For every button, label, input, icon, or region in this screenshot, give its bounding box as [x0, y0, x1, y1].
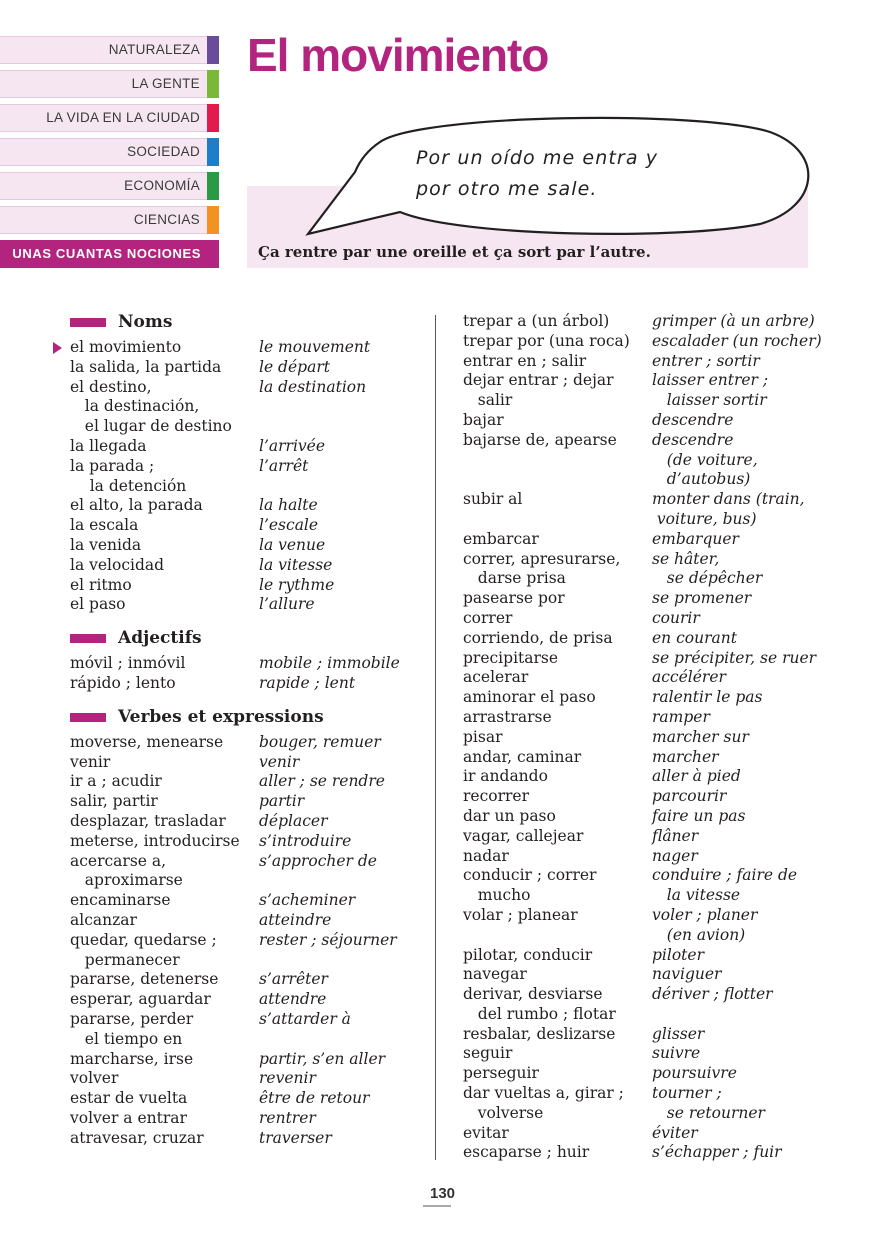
spanish-term: correr — [463, 608, 513, 627]
french-term: embarquer — [652, 529, 739, 548]
menu-color-tab — [207, 206, 219, 234]
vocab-row — [463, 609, 863, 629]
menu-item-label: ECONOMÍA — [124, 178, 200, 193]
vocab-row — [53, 812, 428, 832]
vocab-row — [53, 437, 428, 457]
vocab-row — [53, 891, 428, 911]
french-term: glisser — [652, 1024, 705, 1043]
vocab-row — [53, 378, 428, 398]
vocab-row — [53, 832, 428, 852]
vocab-row — [463, 629, 863, 649]
spanish-term: conducir ; correr — [463, 866, 597, 885]
vocab-row — [53, 1089, 428, 1109]
french-term: l’escale — [259, 516, 319, 535]
section-heading-noms — [53, 312, 428, 333]
french-term: (de voiture, — [652, 450, 758, 469]
french-term: voiture, bus) — [652, 509, 757, 528]
french-term: poursuivre — [652, 1064, 737, 1083]
right-column — [463, 312, 863, 1163]
vocab-row — [463, 946, 863, 966]
vocab-row — [463, 847, 863, 867]
section-heading-verbes — [53, 707, 428, 728]
french-term: tourner ; — [652, 1084, 722, 1103]
vocab-row — [53, 496, 428, 516]
vocab-row — [463, 748, 863, 768]
vocab-row — [463, 1044, 863, 1064]
french-term: être de retour — [259, 1089, 370, 1108]
spanish-term: ir andando — [463, 767, 548, 786]
vocab-row — [463, 1104, 863, 1124]
spanish-term: andar, caminar — [463, 747, 582, 766]
vocab-row — [53, 397, 428, 417]
french-term: flâner — [652, 826, 699, 845]
french-term: bouger, remuer — [259, 732, 381, 751]
spanish-term: quedar, quedarse ; — [70, 930, 217, 949]
french-term: s’acheminer — [259, 891, 356, 910]
french-term: l’allure — [259, 595, 315, 614]
vocab-row — [53, 536, 428, 556]
spanish-term: nadar — [463, 846, 509, 865]
vocab-row — [463, 470, 863, 490]
spanish-term: subir al — [463, 490, 523, 509]
spanish-term: volver — [70, 1069, 119, 1088]
spanish-term: entrar en ; salir — [463, 351, 587, 370]
french-term: le rythme — [259, 575, 335, 594]
spanish-term: alcanzar — [70, 910, 137, 929]
spanish-term: el destino, — [70, 377, 152, 396]
menu-item-label: UNAS CUANTAS NOCIONES — [12, 246, 201, 261]
spanish-term: trepar a (un árbol) — [463, 312, 610, 330]
french-term: ramper — [652, 707, 710, 726]
vocab-row — [463, 451, 863, 471]
section-title: Adjectifs — [118, 628, 202, 649]
french-term: s’attarder à — [259, 1009, 351, 1028]
vocab-row — [463, 1084, 863, 1104]
spanish-term: la parada ; — [70, 456, 155, 475]
spanish-term: encaminarse — [70, 891, 171, 910]
vocab-row — [463, 352, 863, 372]
noms-list — [53, 338, 428, 615]
vocab-row — [463, 332, 863, 352]
vocab-row — [463, 649, 863, 669]
heading-bar-icon — [70, 713, 106, 722]
spanish-term: ir a ; acudir — [70, 772, 162, 791]
vocab-row — [463, 708, 863, 728]
menu-item-sociedad[interactable] — [0, 138, 219, 166]
spanish-term: evitar — [463, 1123, 509, 1142]
menu-color-tab — [207, 172, 219, 200]
spanish-term: aproximarse — [70, 871, 183, 890]
french-term: suivre — [652, 1044, 701, 1063]
spanish-term — [463, 926, 652, 946]
menu-item-unas-cuantas-nociones[interactable] — [0, 240, 219, 268]
french-term: parcourir — [652, 787, 727, 806]
section-heading-adjectifs — [53, 628, 428, 649]
vocab-row — [463, 866, 863, 886]
menu-item-label: LA VIDA EN LA CIUDAD — [46, 110, 200, 125]
spanish-term: el paso — [70, 595, 126, 614]
french-term: se promener — [652, 589, 752, 608]
vocab-row — [463, 787, 863, 807]
verbes-list — [53, 733, 428, 1149]
vocab-row — [463, 906, 863, 926]
french-term: ralentir le pas — [652, 688, 763, 707]
spanish-term: pilotar, conducir — [463, 945, 593, 964]
french-term: s’échapper ; fuir — [652, 1143, 782, 1162]
french-term: le mouvement — [259, 338, 371, 356]
french-term: partir, s’en aller — [259, 1049, 386, 1068]
vocab-row — [463, 807, 863, 827]
vocab-row — [463, 371, 863, 391]
vocab-row — [53, 970, 428, 990]
spanish-term: pisar — [463, 727, 503, 746]
vocab-row — [53, 733, 428, 753]
menu-color-tab — [207, 138, 219, 166]
spanish-term: escaparse ; huir — [463, 1143, 590, 1162]
spanish-term: embarcar — [463, 529, 539, 548]
saying-line-1: Por un oído me entra y — [416, 147, 659, 169]
vocab-row — [53, 417, 428, 437]
french-term: monter dans (train, — [652, 490, 805, 509]
french-term: accélérer — [652, 668, 726, 687]
spanish-saying — [416, 143, 736, 205]
spanish-term: trepar por (una roca) — [463, 331, 630, 350]
french-term: rester ; séjourner — [259, 930, 397, 949]
vocab-row — [463, 569, 863, 589]
french-term: escalader (un rocher) — [652, 331, 822, 350]
french-term: traverser — [259, 1128, 332, 1147]
vocab-row — [53, 595, 428, 615]
spanish-term: seguir — [463, 1044, 513, 1063]
vocab-row — [53, 951, 428, 971]
french-term: l’arrêt — [259, 456, 309, 475]
vocab-row — [53, 1050, 428, 1070]
spanish-term: corriendo, de prisa — [463, 628, 613, 647]
spanish-term: esperar, aguardar — [70, 990, 211, 1009]
spanish-term: aminorar el paso — [463, 688, 596, 707]
spanish-term: móvil ; inmóvil — [70, 654, 186, 673]
french-term: marcher — [652, 747, 719, 766]
heading-bar-icon — [70, 634, 106, 643]
vocab-row — [53, 1129, 428, 1149]
verbes-list-continued — [463, 312, 863, 1163]
section-title: Noms — [118, 312, 173, 332]
french-term: dériver ; flotter — [652, 985, 773, 1004]
french-term: se retourner — [652, 1103, 765, 1122]
spanish-term: acercarse a, — [70, 851, 167, 870]
spanish-term: arrastrarse — [463, 707, 552, 726]
menu-item-label: NATURALEZA — [108, 42, 200, 57]
spanish-term: permanecer — [70, 950, 180, 969]
vocab-row — [53, 871, 428, 891]
spanish-term: desplazar, trasladar — [70, 811, 226, 830]
column-divider — [435, 315, 436, 1160]
spanish-term: meterse, introducirse — [70, 831, 240, 850]
french-term: se hâter, — [652, 549, 720, 568]
vocab-row — [463, 668, 863, 688]
vocab-row — [463, 1064, 863, 1084]
french-term: s’introduire — [259, 831, 352, 850]
french-term: revenir — [259, 1069, 316, 1088]
menu-item-label: LA GENTE — [131, 76, 200, 91]
page-title: El movimiento — [247, 29, 549, 81]
spanish-term: la llegada — [70, 436, 147, 455]
vocab-row — [463, 886, 863, 906]
menu-color-tab — [207, 104, 219, 132]
vocab-row — [463, 391, 863, 411]
vocab-row — [53, 674, 428, 694]
spanish-term: la velocidad — [70, 555, 165, 574]
spanish-term: darse prisa — [463, 569, 566, 588]
menu-item-label: CIENCIAS — [133, 212, 200, 227]
french-term: se dépêcher — [652, 569, 763, 588]
adjectifs-list — [53, 654, 428, 694]
french-term: attendre — [259, 990, 327, 1009]
vocab-row — [463, 1143, 863, 1163]
vocab-row — [53, 753, 428, 773]
vocab-row — [463, 490, 863, 510]
spanish-term: dar vueltas a, girar ; — [463, 1084, 624, 1103]
spanish-term: del rumbo ; flotar — [463, 1004, 616, 1023]
vocab-row — [53, 772, 428, 792]
french-term: marcher sur — [652, 727, 749, 746]
spanish-term: estar de vuelta — [70, 1089, 188, 1108]
vocab-row — [463, 589, 863, 609]
french-term: voler ; planer — [652, 905, 758, 924]
french-term: d’autobus) — [652, 470, 751, 489]
spanish-term: el alto, la parada — [70, 496, 203, 515]
french-term: rentrer — [259, 1108, 316, 1127]
french-term: entrer ; sortir — [652, 351, 760, 370]
saying-line-2: por otro me sale. — [416, 178, 598, 200]
vocab-row — [53, 792, 428, 812]
saying-translation: Ça rentre par une oreille et ça sort par l’autre. — [258, 243, 651, 261]
spanish-term: la salida, la partida — [70, 357, 222, 376]
vocab-row — [53, 1030, 428, 1050]
menu-item-economia[interactable] — [0, 172, 219, 200]
spanish-term: la destinación, — [70, 397, 200, 416]
french-term: nager — [652, 846, 698, 865]
spanish-term: precipitarse — [463, 648, 559, 667]
french-term: piloter — [652, 945, 704, 964]
french-term: s’arrêter — [259, 970, 328, 989]
spanish-term: el tiempo en — [70, 1029, 183, 1048]
french-term: en courant — [652, 628, 737, 647]
spanish-term — [463, 470, 652, 490]
vocab-row — [463, 688, 863, 708]
spanish-term: bajarse de, apearse — [463, 430, 617, 449]
spanish-term: navegar — [463, 965, 527, 984]
french-term: la halte — [259, 496, 318, 515]
vocab-row — [463, 510, 863, 530]
spanish-term: el ritmo — [70, 575, 132, 594]
vocab-row — [53, 1069, 428, 1089]
french-term: grimper (à un arbre) — [652, 312, 815, 330]
vocab-row — [463, 1005, 863, 1025]
french-term: aller à pied — [652, 767, 741, 786]
vocab-row — [53, 1109, 428, 1129]
arrow-right-icon — [53, 342, 62, 354]
vocab-row — [53, 477, 428, 497]
spanish-term: recorrer — [463, 787, 529, 806]
vocab-row — [463, 312, 863, 332]
vocab-row — [463, 827, 863, 847]
spanish-term: volverse — [463, 1103, 544, 1122]
spanish-term: correr, apresurarse, — [463, 549, 621, 568]
french-term: atteindre — [259, 910, 332, 929]
vocab-row — [463, 1025, 863, 1045]
spanish-term: dar un paso — [463, 806, 556, 825]
page-number-rule — [423, 1205, 451, 1207]
french-term: mobile ; immobile — [259, 654, 400, 673]
vocab-row — [463, 1124, 863, 1144]
spanish-term: salir, partir — [70, 792, 158, 811]
french-term: laisser sortir — [652, 391, 767, 410]
vocab-row — [463, 985, 863, 1005]
vocab-row — [53, 990, 428, 1010]
spanish-term: moverse, menearse — [70, 732, 224, 751]
french-term: aller ; se rendre — [259, 772, 385, 791]
french-term: la destination — [259, 377, 367, 396]
spanish-term: rápido ; lento — [70, 673, 176, 692]
spanish-term: la escala — [70, 516, 139, 535]
vocab-row — [463, 530, 863, 550]
spanish-term: acelerar — [463, 668, 529, 687]
french-term: courir — [652, 608, 700, 627]
spanish-term: la detención — [70, 476, 187, 495]
spanish-term: derivar, desviarse — [463, 985, 603, 1004]
menu-item-la-vida-en-la-ciudad[interactable] — [0, 104, 219, 132]
spanish-term: pararse, detenerse — [70, 970, 219, 989]
vocab-row — [463, 728, 863, 748]
spanish-term: volver a entrar — [70, 1108, 187, 1127]
menu-color-tab — [207, 70, 219, 98]
vocab-row — [53, 338, 428, 358]
vocab-row — [53, 931, 428, 951]
vocab-row — [463, 411, 863, 431]
spanish-term: la venida — [70, 535, 142, 554]
spanish-term — [463, 451, 652, 471]
french-term: descendre — [652, 430, 734, 449]
vocab-row — [53, 911, 428, 931]
french-term: s’approcher de — [259, 851, 377, 870]
menu-color-tab — [207, 36, 219, 64]
menu-item-naturaleza[interactable] — [0, 36, 219, 64]
spanish-term: atravesar, cruzar — [70, 1128, 204, 1147]
french-term: l’arrivée — [259, 436, 326, 455]
vocab-row — [53, 1010, 428, 1030]
vocab-row — [53, 654, 428, 674]
vocab-row — [463, 926, 863, 946]
vocab-row — [463, 550, 863, 570]
french-term: se précipiter, se ruer — [652, 648, 817, 667]
left-column — [53, 312, 428, 1148]
menu-item-ciencias[interactable] — [0, 206, 219, 234]
spanish-term: venir — [70, 752, 111, 771]
spanish-term: pasearse por — [463, 589, 565, 608]
spanish-term: el lugar de destino — [70, 417, 232, 436]
spanish-term: dejar entrar ; dejar — [463, 371, 614, 390]
vocab-row — [53, 516, 428, 536]
french-term: faire un pas — [652, 806, 746, 825]
spanish-term: resbalar, deslizarse — [463, 1024, 616, 1043]
heading-bar-icon — [70, 318, 106, 327]
menu-item-la-gente[interactable] — [0, 70, 219, 98]
french-term: descendre — [652, 410, 734, 429]
spanish-term — [463, 510, 652, 530]
spanish-term: volar ; planear — [463, 905, 578, 924]
spanish-term: perseguir — [463, 1064, 539, 1083]
vocab-row — [463, 767, 863, 787]
spanish-term: bajar — [463, 410, 504, 429]
french-term: partir — [259, 792, 305, 811]
french-term: la venue — [259, 535, 326, 554]
french-term: (en avion) — [652, 925, 746, 944]
french-term: laisser entrer ; — [652, 371, 769, 390]
side-menu — [0, 36, 219, 274]
vocab-row — [463, 431, 863, 451]
spanish-term: el movimiento — [70, 338, 182, 356]
french-term: naviguer — [652, 965, 722, 984]
spanish-term: salir — [463, 391, 513, 410]
spanish-term: pararse, perder — [70, 1009, 194, 1028]
spanish-term: vagar, callejear — [463, 826, 584, 845]
french-term: le départ — [259, 357, 330, 376]
french-term: la vitesse — [259, 555, 333, 574]
section-title: Verbes et expressions — [118, 706, 324, 727]
vocab-row — [53, 358, 428, 378]
vocab-row — [53, 576, 428, 596]
french-term: déplacer — [259, 811, 328, 830]
vocab-row — [53, 457, 428, 477]
french-term: venir — [259, 752, 300, 771]
vocab-row — [463, 965, 863, 985]
spanish-term: mucho — [463, 886, 531, 905]
spanish-term: marcharse, irse — [70, 1049, 194, 1068]
french-term: conduire ; faire de — [652, 866, 798, 885]
french-term: éviter — [652, 1123, 698, 1142]
menu-item-label: SOCIEDAD — [127, 144, 200, 159]
vocab-row — [53, 556, 428, 576]
page-number: 130 — [429, 1185, 456, 1202]
french-term: la vitesse — [652, 886, 741, 905]
french-term: rapide ; lent — [259, 673, 356, 692]
vocab-row — [53, 852, 428, 872]
